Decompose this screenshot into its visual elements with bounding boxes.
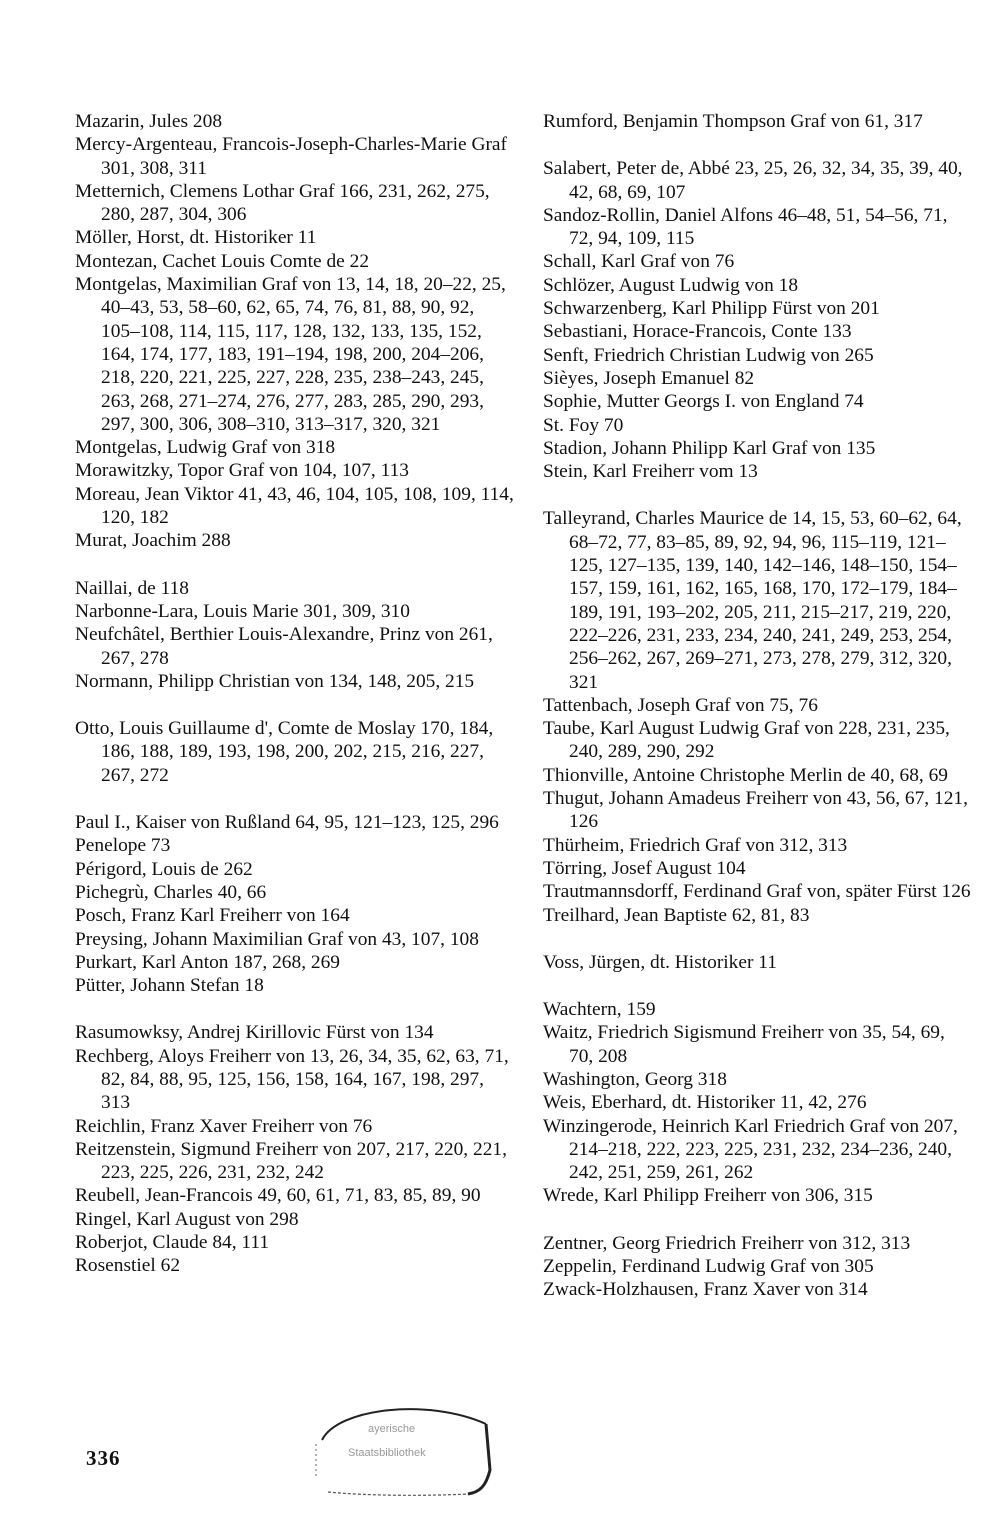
index-entry: Zentner, Georg Friedrich Freiherr von 312, 313 (543, 1232, 911, 1254)
index-entry: Sièyes, Joseph Emanuel 82 (543, 367, 755, 389)
index-entry: Paul I., Kaiser von Rußland 64, 95, 121–123, 125, 296 (75, 812, 499, 834)
index-entry: Moreau, Jean Viktor 41, 43, 46, 104, 105, 108, 109, 114, 120, 182 (75, 483, 514, 529)
index-entry: Wrede, Karl Philipp Freiherr von 306, 315 (543, 1185, 873, 1207)
index-entry: Thugut, Johann Amadeus Freiherr von 43, 56, 67, 121, 126 (543, 788, 968, 833)
index-entry: Sandoz-Rollin, Daniel Alfons 46–48, 51, 54–56, 71, 72, 94, 109, 115 (543, 204, 948, 250)
index-entry: Montgelas, Maximilian Graf von 13, 14, 18, 20–22, 25, 40–43, 53, 58–60, 62, 65, 74, 76, 81, 88, 90, 92, 105–108, 114, 115, 117, 128, 132, 133, 135, 152, 164, 174, 177, 183, 191–194, 198, 200, 204–206, 218, 220, 221, 225, 227, 228, 235, 238–243, 245, 263, 268, 271–274, 276, 277, 283, 285, 290, 293, 297, 300, 306, 308–310, 313–317, 320, 321 (75, 274, 506, 435)
index-entry: Schall, Karl Graf von 76 (543, 251, 735, 273)
index-entry: Morawitzky, Topor Graf von 104, 107, 113 (75, 460, 409, 482)
index-entry: Thürheim, Friedrich Graf von 312, 313 (543, 834, 848, 856)
index-entry: Reubell, Jean-Francois 49, 60, 61, 71, 83, 85, 89, 90 (75, 1185, 481, 1207)
index-entry: Reitzenstein, Sigmund Freiherr von 207, 217, 220, 221, 223, 225, 226, 231, 232, 242 (75, 1138, 507, 1184)
index-entry: Otto, Louis Guillaume d', Comte de Moslay 170, 184, 186, 188, 189, 193, 198, 200, 202, 215, 216, 227, 267, 272 (75, 718, 494, 786)
index-letter-group (75, 110, 515, 553)
index-column-left (75, 110, 515, 1302)
index-entry: Voss, Jürgen, dt. Historiker 11 (543, 951, 777, 973)
index-entry: Trautmannsdorff, Ferdinand Graf von, später Fürst 126 (543, 881, 971, 903)
index-entry: Winzingerode, Heinrich Karl Friedrich Graf von 207, 214–218, 222, 223, 225, 231, 232, 234–236, 240, 242, 251, 259, 261, 262 (543, 1115, 958, 1184)
index-entry: Narbonne-Lara, Louis Marie 301, 309, 310 (75, 600, 410, 622)
index-entry: Rumford, Benjamin Thompson Graf von 61, 317 (543, 111, 923, 132)
index-entry: Wachtern, 159 (543, 999, 656, 1021)
index-entry: Talleyrand, Charles Maurice de 14, 15, 53, 60–62, 64, 68–72, 77, 83–85, 89, 92, 94, 96, 115–119, 121–125, 127–135, 139, 140, 142–146, 148–150, 154–157, 159, 161, 162, 165, 168, 170, 172–179, 184–189, 191, 193–202, 205, 211, 215–217, 219, 220, 222–226, 231, 233, 234, 240, 241, 249, 253, 254, 256–262, 267, 269–271, 273, 278, 279, 312, 320, 321 (543, 508, 962, 693)
index-entry: Preysing, Johann Maximilian Graf von 43, 107, 108 (75, 928, 479, 950)
index-entry: Rosenstiel 62 (75, 1255, 181, 1277)
index-entry: Périgord, Louis de 262 (75, 858, 253, 880)
index-entry: Roberjot, Claude 84, 111 (75, 1232, 270, 1254)
index-entry: Sophie, Mutter Georgs I. von England 74 (543, 391, 864, 413)
index-entry: Metternich, Clemens Lothar Graf 166, 231, 262, 275, 280, 287, 304, 306 (75, 180, 490, 226)
page-number: 336 (86, 1446, 121, 1470)
index-letter-group (75, 577, 515, 693)
index-letter-group (543, 110, 973, 133)
index-entry: Normann, Philipp Christian von 134, 148, 205, 215 (75, 670, 475, 692)
index-entry: Naillai, de 118 (75, 577, 189, 599)
index-entry: Purkart, Karl Anton 187, 268, 269 (75, 951, 340, 973)
index-entry: Treilhard, Jean Baptiste 62, 81, 83 (543, 904, 810, 926)
index-column-right (543, 110, 973, 1326)
index-entry: Murat, Joachim 288 (75, 530, 231, 552)
index-letter-group (75, 717, 515, 787)
index-entry: Thionville, Antoine Christophe Merlin de 40, 68, 69 (543, 764, 949, 786)
index-letter-group (543, 1232, 973, 1302)
index-entry: Weis, Eberhard, dt. Historiker 11, 42, 276 (543, 1092, 867, 1114)
library-stamp (308, 1400, 498, 1496)
index-entry: Möller, Horst, dt. Historiker 11 (75, 227, 317, 249)
index-entry: Sebastiani, Horace-Francois, Conte 133 (543, 321, 852, 343)
index-entry: Schwarzenberg, Karl Philipp Fürst von 201 (543, 298, 880, 320)
index-entry: Neufchâtel, Berthier Louis-Alexandre, Prinz von 261, 267, 278 (75, 624, 493, 669)
index-entry: Reichlin, Franz Xaver Freiherr von 76 (75, 1115, 373, 1137)
index-entry: Mercy-Argenteau, Francois-Joseph-Charles-Marie Graf 301, 308, 311 (75, 134, 508, 179)
stamp-line-1: ayerische (368, 1423, 416, 1435)
index-entry: Stein, Karl Freiherr vom 13 (543, 461, 758, 483)
index-entry: Washington, Georg 318 (543, 1068, 727, 1090)
index-letter-group (543, 507, 973, 926)
index-entry: Mazarin, Jules 208 (75, 111, 223, 132)
index-entry: Törring, Josef August 104 (543, 857, 746, 879)
index-letter-group (75, 1021, 515, 1277)
index-letter-group (75, 811, 515, 997)
index-entry: Ringel, Karl August von 298 (75, 1208, 299, 1230)
index-entry: Salabert, Peter de, Abbé 23, 25, 26, 32, 34, 35, 39, 40, 42, 68, 69, 107 (543, 158, 963, 203)
index-entry: Senft, Friedrich Christian Ludwig von 265 (543, 344, 874, 366)
stamp-line-2: Staatsbibliothek (348, 1447, 426, 1459)
index-entry: Zeppelin, Ferdinand Ludwig Graf von 305 (543, 1256, 874, 1278)
index-entry: Rechberg, Aloys Freiherr von 13, 26, 34, 35, 62, 63, 71, 82, 84, 88, 95, 125, 156, 158, 164, 167, 198, 297, 313 (75, 1045, 509, 1114)
index-entry: Tattenbach, Joseph Graf von 75, 76 (543, 694, 818, 716)
index-entry: Montgelas, Ludwig Graf von 318 (75, 437, 336, 459)
index-entry: Zwack-Holzhausen, Franz Xaver von 314 (543, 1279, 868, 1301)
index-entry: Pütter, Johann Stefan 18 (75, 975, 264, 997)
index-entry: Pichegrù, Charles 40, 66 (75, 881, 267, 903)
index-entry: Schlözer, August Ludwig von 18 (543, 274, 799, 296)
index-letter-group (543, 998, 973, 1208)
index-entry: Montezan, Cachet Louis Comte de 22 (75, 250, 370, 272)
index-entry: Penelope 73 (75, 835, 171, 857)
index-entry: Waitz, Friedrich Sigismund Freiherr von 35, 54, 69, 70, 208 (543, 1022, 945, 1067)
index-entry: St. Foy 70 (543, 414, 624, 436)
index-letter-group (543, 157, 973, 483)
index-entry: Stadion, Johann Philipp Karl Graf von 135 (543, 437, 876, 459)
index-entry: Posch, Franz Karl Freiherr von 164 (75, 905, 350, 927)
index-letter-group (543, 951, 973, 974)
index-entry: Rasumowksy, Andrej Kirillovic Fürst von 134 (75, 1022, 434, 1044)
index-entry: Taube, Karl August Ludwig Graf von 228, 231, 235, 240, 289, 290, 292 (543, 718, 950, 763)
